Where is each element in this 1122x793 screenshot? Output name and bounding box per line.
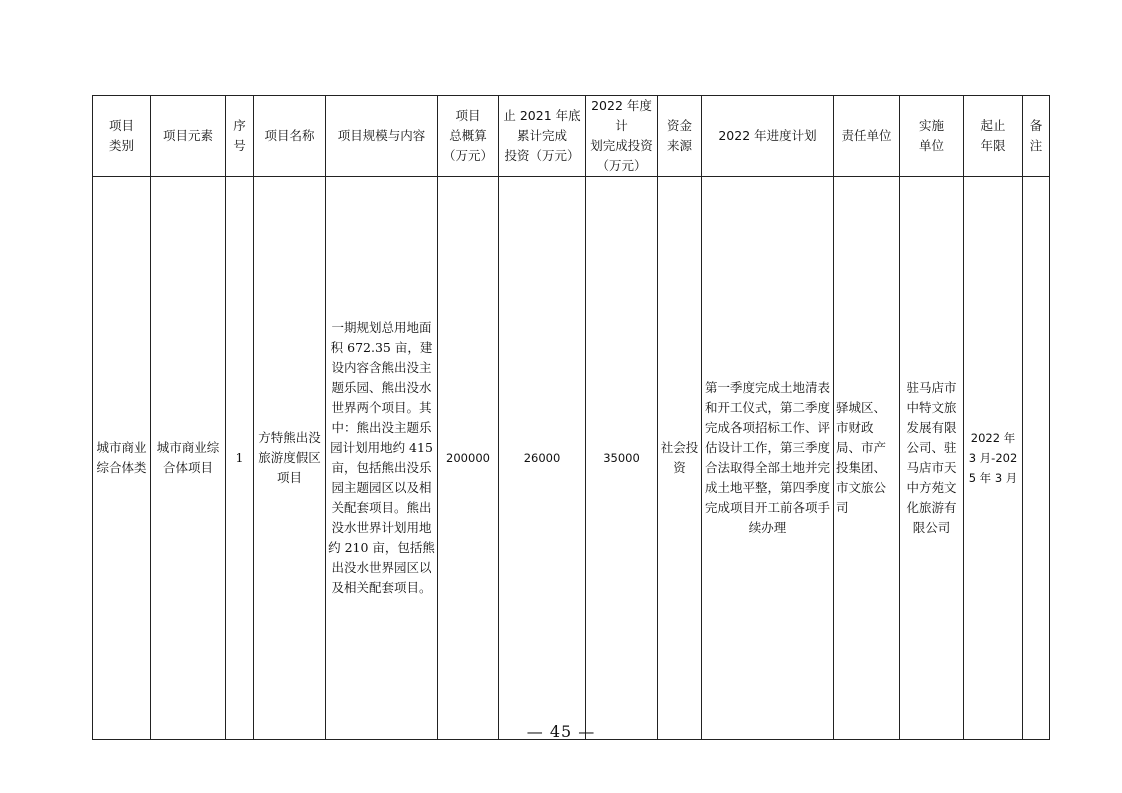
cell-element: 城市商业综合体项目 — [151, 177, 226, 740]
table-header-row — [93, 96, 1050, 177]
cell-seq: 1 — [226, 177, 254, 740]
header-planned-2022 — [586, 96, 658, 177]
header-fund-source-label: 资金 来源 — [666, 118, 692, 153]
header-name-label: 项目名称 — [264, 128, 315, 143]
table-row — [93, 177, 1050, 740]
cell-planned-2022: 35000 — [586, 177, 658, 740]
header-remarks — [1023, 96, 1050, 177]
cell-period: 2022 年 3 月-2025 年 3 月 — [964, 177, 1023, 740]
cell-total-budget: 200000 — [438, 177, 499, 740]
header-category-label: 项目 类别 — [108, 118, 134, 153]
header-cumulative-2021 — [499, 96, 586, 177]
header-element — [151, 96, 226, 177]
header-implementer — [900, 96, 964, 177]
cell-fund-source: 社会投资 — [658, 177, 702, 740]
header-name — [254, 96, 326, 177]
cell-name: 方特熊出没旅游度假区项目 — [254, 177, 326, 740]
cell-remarks — [1023, 177, 1050, 740]
header-seq-label: 序号 — [233, 118, 246, 153]
header-category — [93, 96, 151, 177]
page-number: — 45 — — [526, 722, 596, 741]
header-responsible — [834, 96, 900, 177]
header-cumulative-2021-label: 止 2021 年底 累计完成 投资（万元） — [503, 108, 581, 163]
header-total-budget — [438, 96, 499, 177]
header-implementer-label: 实施 单位 — [918, 118, 944, 153]
header-scale — [326, 96, 438, 177]
header-progress-plan — [702, 96, 834, 177]
cell-scale: 一期规划总用地面积 672.35 亩，建设内容含熊出没主题乐园、熊出没水世界两个项目。其中：熊出没主题乐园计划用地约 415 亩，包括熊出没乐园主题园区以及相关配套项目。熊出没水世界计划用地约 210 亩，包括熊出没水世界园区以及相关配套项目。 — [326, 177, 438, 740]
cell-category: 城市商业综合体类 — [93, 177, 151, 740]
cell-cumulative-2021: 26000 — [499, 177, 586, 740]
header-period-label: 起止 年限 — [980, 118, 1006, 153]
header-scale-label: 项目规模与内容 — [337, 128, 426, 143]
header-period — [964, 96, 1023, 177]
cell-responsible: 驿城区、市财政局、市产投集团、市文旅公司 — [834, 177, 900, 740]
header-remarks-label: 备 注 — [1029, 118, 1043, 153]
header-responsible-label: 责任单位 — [841, 128, 892, 143]
header-progress-plan-label: 2022 年进度计划 — [718, 128, 817, 143]
header-planned-2022-label: 2022 年度计 划完成投资 （万元） — [590, 98, 653, 173]
header-seq — [226, 96, 254, 177]
cell-implementer: 驻马店市中特文旅发展有限公司、驻马店市天中方苑文化旅游有限公司 — [900, 177, 964, 740]
header-fund-source — [658, 96, 702, 177]
header-total-budget-label: 项目 总概算 （万元） — [442, 108, 493, 163]
header-element-label: 项目元素 — [162, 128, 213, 143]
project-table — [92, 95, 1050, 740]
cell-progress-plan: 第一季度完成土地清表和开工仪式，第二季度完成各项招标工作、评估设计工作，第三季度合法取得全部土地并完成土地平整，第四季度完成项目开工前各项手续办理 — [702, 177, 834, 740]
